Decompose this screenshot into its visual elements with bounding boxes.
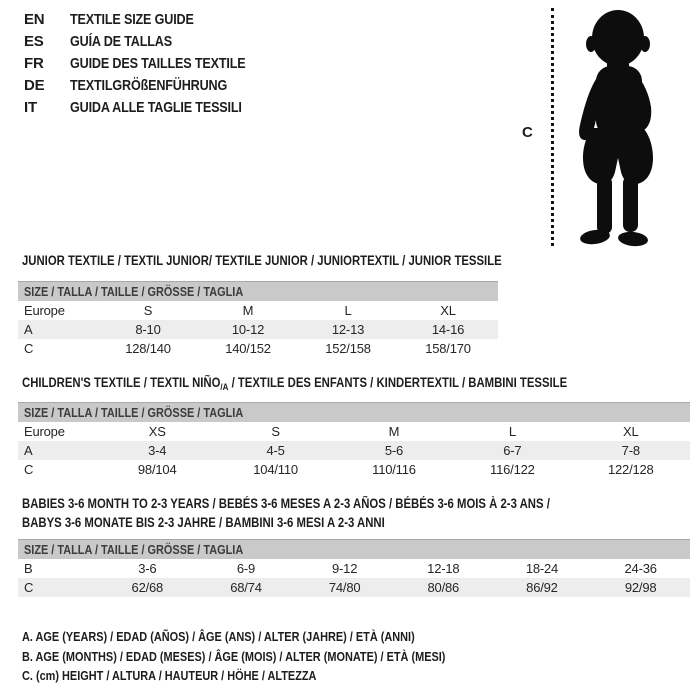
size-header-bar — [18, 539, 690, 559]
size-value-cell: 86/92 — [526, 580, 558, 595]
size-value-cell: XL — [623, 424, 639, 439]
size-value-cell: 152/158 — [325, 341, 371, 356]
size-value-cell: 24-36 — [624, 561, 657, 576]
children-size-table — [18, 402, 690, 479]
size-value-cell: M — [388, 424, 400, 439]
language-row — [24, 33, 279, 55]
size-header-label: SIZE / TALLA / TAILLE / GRÖSSE / TAGLIA — [24, 542, 244, 557]
size-value-cell: 3-6 — [138, 561, 157, 576]
junior-size-table — [18, 281, 498, 358]
size-value-cell: 3-4 — [148, 443, 167, 458]
footnotes — [22, 627, 526, 686]
language-code: EN — [24, 11, 45, 28]
language-code: DE — [24, 77, 45, 94]
size-value-cell: XS — [148, 424, 166, 439]
size-value-cell: XL — [440, 303, 456, 318]
language-code: FR — [24, 55, 44, 72]
size-value-cell: 140/152 — [225, 341, 271, 356]
table-row — [18, 441, 690, 460]
footnote-line: B. AGE (MONTHS) / EDAD (MESES) / ÂGE (MOIS) / ALTER (MONATE) / ETÀ (MESI) — [22, 648, 446, 664]
size-value-cell: 10-12 — [231, 322, 265, 337]
height-measure-dotted-line — [551, 8, 554, 246]
size-value-cell: 116/122 — [490, 462, 535, 477]
size-value-cell: 110/116 — [372, 462, 416, 477]
table-row — [18, 559, 690, 578]
subscript-label: /A — [220, 382, 229, 393]
size-grid — [18, 301, 498, 358]
row-label-cell: Europe — [24, 303, 65, 318]
size-value-cell: 7-8 — [621, 443, 640, 458]
size-value-cell: 62/68 — [131, 580, 164, 595]
size-grid — [18, 422, 690, 479]
language-label: GUÍA DE TALLAS — [70, 33, 172, 50]
table-row — [18, 339, 498, 358]
table-row — [18, 578, 690, 597]
language-label: GUIDA ALLE TAGLIE TESSILI — [70, 99, 242, 116]
toddler-silhouette-icon — [563, 8, 667, 248]
size-value-cell: S — [143, 303, 153, 318]
language-label: TEXTILE SIZE GUIDE — [70, 11, 194, 28]
size-value-cell: 9-12 — [332, 561, 358, 576]
size-value-cell: 68/74 — [230, 580, 262, 595]
table-row — [18, 320, 498, 339]
footnote-line: A. AGE (YEARS) / EDAD (AÑOS) / ÂGE (ANS) / ALTER (JAHRE) / ETÀ (ANNI) — [22, 629, 415, 644]
size-value-cell: 6-7 — [503, 443, 522, 458]
row-label-cell: A — [24, 443, 33, 458]
table-row — [18, 422, 690, 441]
row-label-cell: C — [24, 462, 34, 477]
language-row — [24, 77, 279, 99]
language-label: TEXTILGRÖßENFÜHRUNG — [70, 77, 228, 94]
size-value-cell: 12-13 — [331, 322, 365, 337]
table-row — [18, 301, 498, 320]
size-value-cell: 4-5 — [266, 443, 285, 458]
size-value-cell: 122/128 — [607, 462, 654, 477]
size-value-cell: 104/110 — [253, 462, 298, 477]
language-label: GUIDE DES TAILLES TEXTILE — [70, 55, 246, 72]
size-header-bar — [18, 402, 690, 422]
row-label-cell: B — [24, 561, 33, 576]
size-value-cell: 8-10 — [135, 322, 161, 337]
junior-table-title: JUNIOR TEXTILE / TEXTIL JUNIOR/ TEXTILE JUNIOR / JUNIORTEXTIL / JUNIOR TESSILE — [22, 253, 502, 268]
size-value-cell: 6-9 — [236, 561, 256, 576]
size-grid — [18, 559, 690, 597]
language-row — [24, 11, 279, 33]
language-list — [24, 11, 279, 121]
size-value-cell: 158/170 — [425, 341, 471, 356]
language-row — [24, 99, 279, 121]
table-row — [18, 460, 690, 479]
babies-size-table — [18, 539, 690, 597]
children-table-title: CHILDREN'S TEXTILE / TEXTIL $NIÑO_{/A}$ / TEXTILE DES ENFANTS / KINDERTEXTIL / BAMBINI TESSILE — [22, 375, 568, 393]
size-value-cell: 12-18 — [427, 561, 460, 576]
size-value-cell: 18-24 — [525, 561, 559, 576]
size-header-label: SIZE / TALLA / TAILLE / GRÖSSE / TAGLIA — [24, 284, 244, 299]
size-value-cell: L — [508, 424, 516, 439]
size-value-cell: 128/140 — [125, 341, 171, 356]
size-header-bar — [18, 281, 498, 301]
language-code: ES — [24, 33, 44, 50]
size-value-cell: 98/104 — [137, 462, 177, 477]
size-value-cell: L — [344, 303, 352, 318]
size-header-label: SIZE / TALLA / TAILLE / GRÖSSE / TAGLIA — [24, 405, 244, 420]
footnote-line: C. (cm) HEIGHT / ALTURA / HAUTEUR / HÖHE / ALTEZZA — [22, 668, 317, 683]
language-code: IT — [24, 99, 37, 116]
size-value-cell: 74/80 — [328, 580, 361, 595]
babies-table-title: BABIES 3-6 MONTH TO 2-3 YEARS / BEBÉS 3-6 MESES A 2-3 AÑOS / BÉBÉS 3-6 MOIS À 2-3 ANS / BABYS 3-6 MONATE BIS 2-3 JAHRE / BAMBINI 3-6 MESI A 2-3 ANNI — [22, 496, 550, 530]
row-label-cell: A — [24, 322, 33, 337]
language-row — [24, 55, 279, 77]
row-label-cell: C — [24, 580, 34, 595]
size-value-cell: 80/86 — [427, 580, 460, 595]
size-value-cell: S — [271, 424, 280, 439]
size-value-cell: 92/98 — [624, 580, 657, 595]
row-label-cell: C — [24, 341, 34, 356]
size-value-cell: 5-6 — [384, 443, 404, 458]
size-value-cell: 14-16 — [431, 322, 465, 337]
height-measure-label: C — [522, 124, 533, 141]
size-value-cell: M — [242, 303, 254, 318]
row-label-cell: Europe — [24, 424, 65, 439]
